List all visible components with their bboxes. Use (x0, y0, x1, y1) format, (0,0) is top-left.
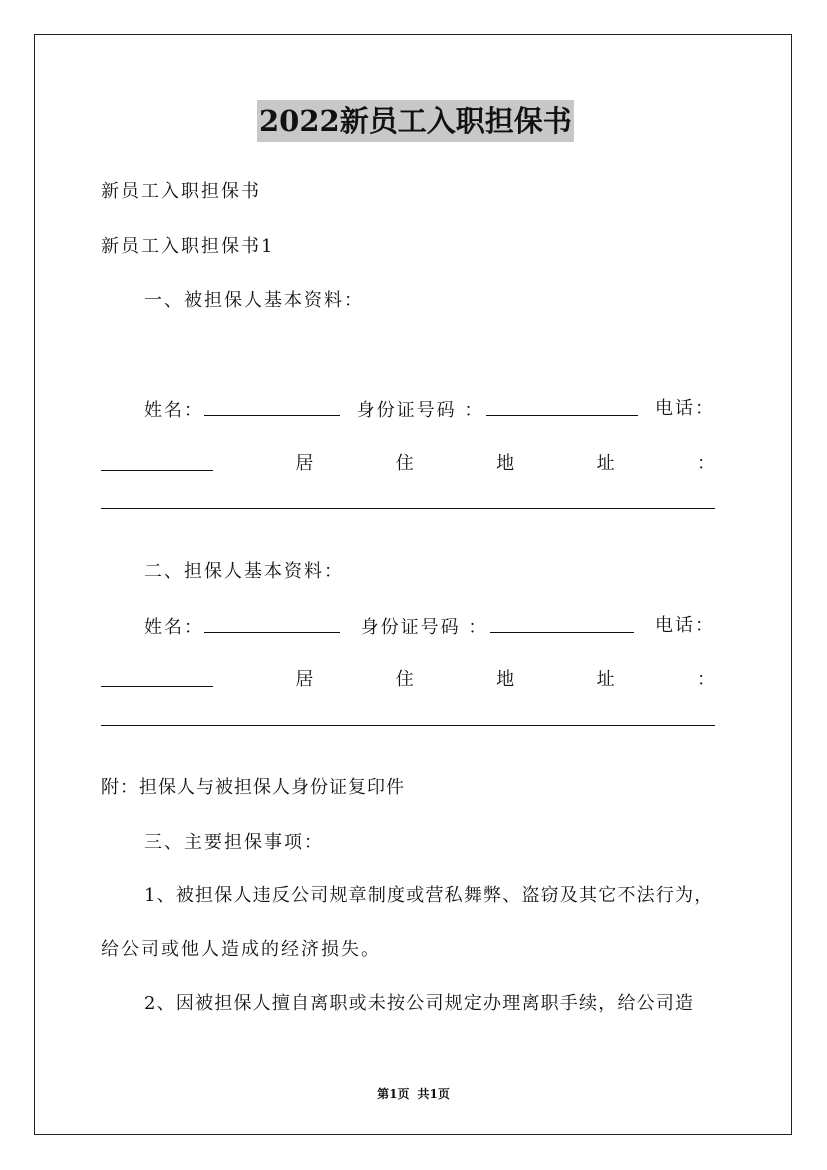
section1-name-field[interactable] (144, 397, 340, 423)
section1-address-char: ： (696, 453, 715, 474)
section2-name-blank[interactable] (204, 614, 340, 633)
section2-id-label: 身份证号码 ： (360, 617, 489, 638)
section1-phone-label: 电话： (654, 398, 715, 419)
section1-name-blank[interactable] (204, 397, 340, 416)
footer-page-number: 第1页 (377, 1087, 410, 1101)
section1-heading: 一、被担保人基本资料： (144, 290, 364, 311)
section1-phone-blank[interactable] (101, 452, 213, 471)
section3-item2-line1: 2、因被担保人擅自离职或未按公司规定办理离职手续，给公司造 (144, 993, 695, 1014)
section3-heading: 三、主要担保事项： (144, 832, 324, 853)
section2-address-char: 地 (496, 669, 515, 690)
subtitle-numbered: 新员工入职担保书1 (101, 236, 275, 257)
footer-page-total: 共1页 (417, 1087, 450, 1101)
section2-phone-blank[interactable] (101, 668, 213, 687)
section1-address-blank[interactable] (101, 508, 715, 509)
section1-address-row (101, 452, 715, 476)
section2-heading: 二、担保人基本资料： (144, 561, 344, 582)
section2-name-field[interactable] (144, 614, 340, 640)
page-footer (0, 1085, 827, 1102)
section3-item1-line2: 给公司或他人造成的经济损失。 (101, 939, 381, 960)
section1-address-char: 居 (295, 453, 314, 474)
section2-name-label: 姓名： (144, 617, 204, 638)
section2-address-row (101, 668, 715, 692)
section1-id-label: 身份证号码 ： (356, 400, 485, 421)
section1-id-field[interactable] (357, 397, 639, 423)
section2-id-blank[interactable] (490, 614, 634, 633)
section2-id-field[interactable] (361, 614, 635, 640)
section2-address-char: 住 (395, 669, 414, 690)
subtitle: 新员工入职担保书 (101, 181, 261, 202)
section2-address-blank[interactable] (101, 725, 715, 726)
section2-address-char: ： (696, 669, 715, 690)
section3-item1-line1: 1、被担保人违反公司规章制度或营私舞弊、盗窃及其它不法行为， (144, 885, 714, 906)
attachment-note: 附：担保人与被担保人身份证复印件 (101, 777, 405, 798)
section2-address-char: 址 (596, 669, 615, 690)
section1-address-char: 住 (395, 453, 414, 474)
section1-id-blank[interactable] (486, 397, 638, 416)
section1-field-row (101, 397, 715, 423)
section1-address-char: 地 (496, 453, 515, 474)
document-title: 2022新员工入职担保书 (257, 100, 574, 142)
section1-name-label: 姓名： (144, 400, 204, 421)
section2-phone-label: 电话： (654, 615, 715, 636)
section2-field-row (101, 614, 715, 640)
section1-address-char: 址 (596, 453, 615, 474)
section2-address-char: 居 (295, 669, 314, 690)
